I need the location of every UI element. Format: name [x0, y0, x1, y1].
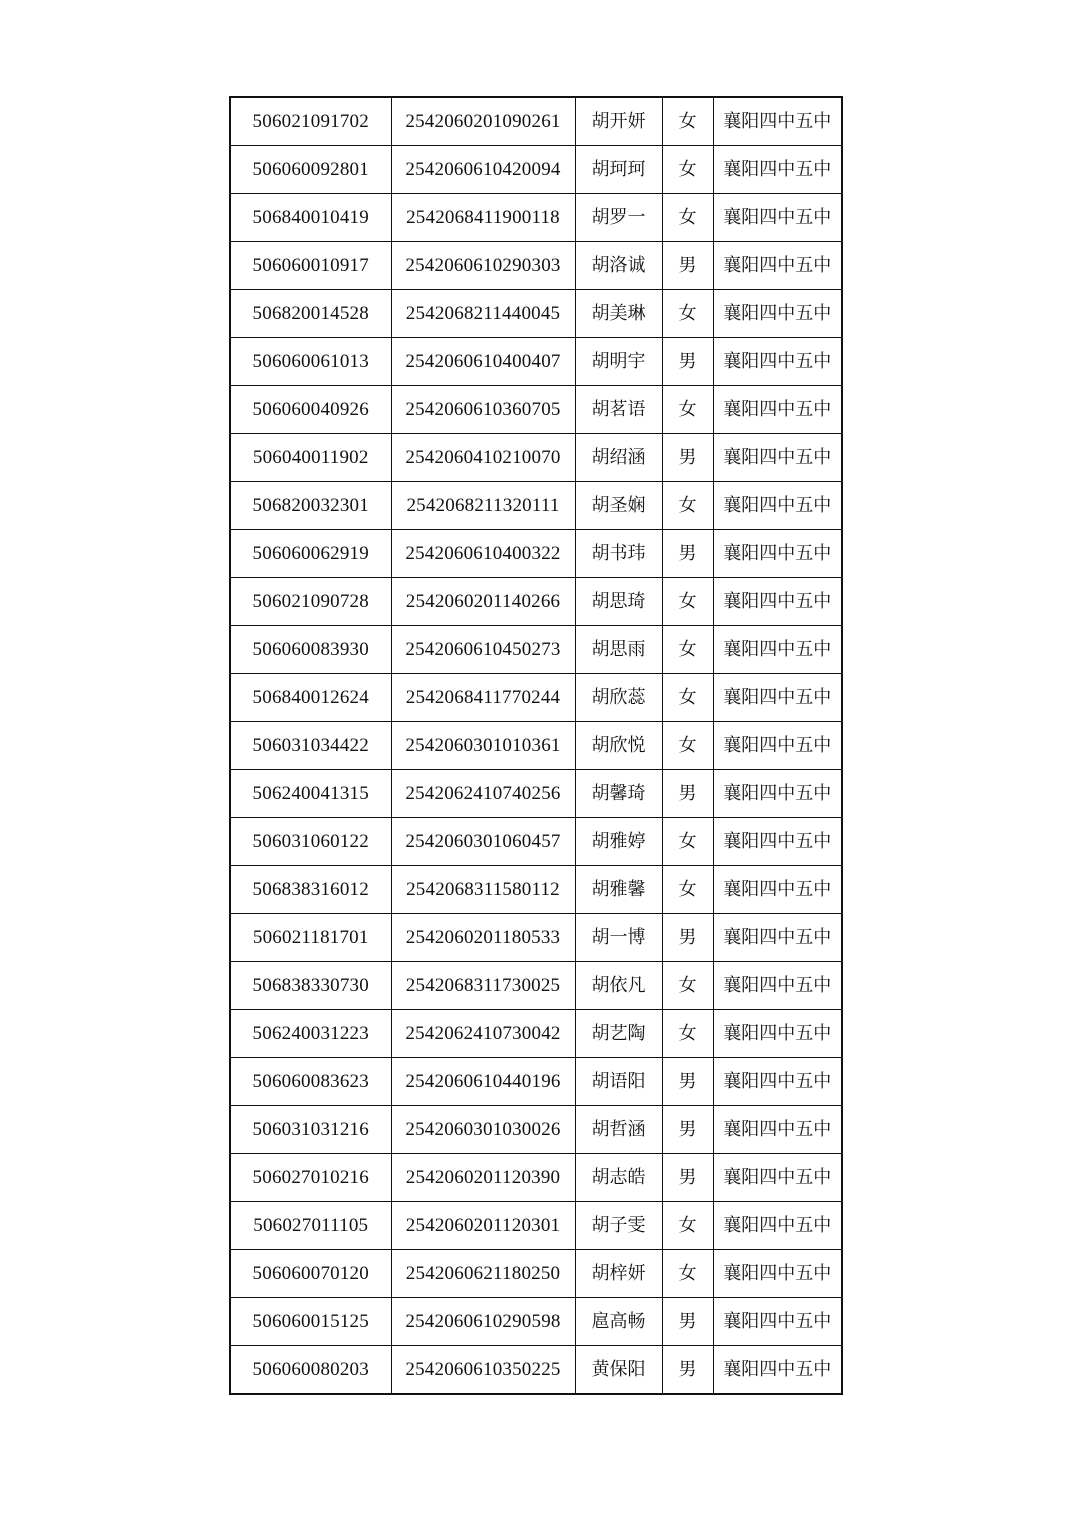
exam-id-cell: 506240041315: [230, 770, 391, 818]
name-cell: 胡语阳: [575, 1058, 662, 1106]
table-row: [230, 1106, 842, 1154]
gender-cell: 男: [662, 1106, 713, 1154]
table-row: [230, 674, 842, 722]
student-number-cell: 2542060610350225: [391, 1346, 575, 1395]
school-cell: 襄阳四中五中: [713, 434, 842, 482]
table-row: [230, 194, 842, 242]
exam-id-cell: 506027011105: [230, 1202, 391, 1250]
school-cell: 襄阳四中五中: [713, 1202, 842, 1250]
name-cell: 胡罗一: [575, 194, 662, 242]
school-cell: 襄阳四中五中: [713, 578, 842, 626]
school-cell: 襄阳四中五中: [713, 242, 842, 290]
student-number-cell: 2542060201090261: [391, 97, 575, 146]
gender-cell: 女: [662, 482, 713, 530]
table-row: [230, 578, 842, 626]
exam-id-cell: 506021181701: [230, 914, 391, 962]
gender-cell: 女: [662, 962, 713, 1010]
school-cell: 襄阳四中五中: [713, 1298, 842, 1346]
name-cell: 胡雅馨: [575, 866, 662, 914]
gender-cell: 男: [662, 434, 713, 482]
name-cell: 胡茗语: [575, 386, 662, 434]
gender-cell: 女: [662, 386, 713, 434]
student-number-cell: 2542060301030026: [391, 1106, 575, 1154]
table-row: [230, 818, 842, 866]
exam-id-cell: 506040011902: [230, 434, 391, 482]
exam-id-cell: 506060080203: [230, 1346, 391, 1395]
exam-id-cell: 506031031216: [230, 1106, 391, 1154]
student-number-cell: 2542060610290598: [391, 1298, 575, 1346]
student-number-cell: 2542060610360705: [391, 386, 575, 434]
student-number-cell: 2542060301010361: [391, 722, 575, 770]
student-number-cell: 2542060201120390: [391, 1154, 575, 1202]
gender-cell: 女: [662, 818, 713, 866]
student-number-cell: 2542068411770244: [391, 674, 575, 722]
student-number-cell: 2542062410730042: [391, 1010, 575, 1058]
table-row: [230, 866, 842, 914]
school-cell: 襄阳四中五中: [713, 1106, 842, 1154]
gender-cell: 女: [662, 1010, 713, 1058]
name-cell: 胡明宇: [575, 338, 662, 386]
table-row: [230, 1058, 842, 1106]
student-number-cell: 2542060621180250: [391, 1250, 575, 1298]
table-row: [230, 1154, 842, 1202]
school-cell: 襄阳四中五中: [713, 770, 842, 818]
school-cell: 襄阳四中五中: [713, 1154, 842, 1202]
gender-cell: 女: [662, 146, 713, 194]
gender-cell: 男: [662, 1058, 713, 1106]
student-number-cell: 2542068411900118: [391, 194, 575, 242]
student-number-cell: 2542060610450273: [391, 626, 575, 674]
exam-id-cell: 506060062919: [230, 530, 391, 578]
school-cell: 襄阳四中五中: [713, 914, 842, 962]
student-number-cell: 2542060610400407: [391, 338, 575, 386]
exam-id-cell: 506820014528: [230, 290, 391, 338]
student-number-cell: 2542060610400322: [391, 530, 575, 578]
gender-cell: 女: [662, 97, 713, 146]
table-row: [230, 434, 842, 482]
student-number-cell: 2542068211320111: [391, 482, 575, 530]
student-number-cell: 2542060610420094: [391, 146, 575, 194]
school-cell: 襄阳四中五中: [713, 1346, 842, 1395]
school-cell: 襄阳四中五中: [713, 386, 842, 434]
school-cell: 襄阳四中五中: [713, 1250, 842, 1298]
exam-id-cell: 506060070120: [230, 1250, 391, 1298]
exam-id-cell: 506840012624: [230, 674, 391, 722]
table-row: [230, 1010, 842, 1058]
table-row: [230, 722, 842, 770]
school-cell: 襄阳四中五中: [713, 674, 842, 722]
name-cell: 胡美琳: [575, 290, 662, 338]
gender-cell: 男: [662, 530, 713, 578]
table-row: [230, 962, 842, 1010]
student-number-cell: 2542068311580112: [391, 866, 575, 914]
school-cell: 襄阳四中五中: [713, 626, 842, 674]
gender-cell: 女: [662, 578, 713, 626]
exam-id-cell: 506838316012: [230, 866, 391, 914]
student-number-cell: 2542060410210070: [391, 434, 575, 482]
name-cell: 胡一博: [575, 914, 662, 962]
name-cell: 胡哲涵: [575, 1106, 662, 1154]
exam-id-cell: 506031034422: [230, 722, 391, 770]
table-row: [230, 97, 842, 146]
exam-id-cell: 506820032301: [230, 482, 391, 530]
student-number-cell: 2542068211440045: [391, 290, 575, 338]
name-cell: 胡依凡: [575, 962, 662, 1010]
name-cell: 胡艺陶: [575, 1010, 662, 1058]
school-cell: 襄阳四中五中: [713, 1058, 842, 1106]
exam-id-cell: 506840010419: [230, 194, 391, 242]
table-row: [230, 482, 842, 530]
school-cell: 襄阳四中五中: [713, 530, 842, 578]
name-cell: 胡书玮: [575, 530, 662, 578]
exam-id-cell: 506060010917: [230, 242, 391, 290]
school-cell: 襄阳四中五中: [713, 1010, 842, 1058]
exam-id-cell: 506060061013: [230, 338, 391, 386]
name-cell: 胡欣悦: [575, 722, 662, 770]
table-row: [230, 1346, 842, 1395]
school-cell: 襄阳四中五中: [713, 482, 842, 530]
student-number-cell: 2542060201140266: [391, 578, 575, 626]
school-cell: 襄阳四中五中: [713, 146, 842, 194]
exam-id-cell: 506060092801: [230, 146, 391, 194]
name-cell: 胡圣娴: [575, 482, 662, 530]
student-number-cell: 2542060610440196: [391, 1058, 575, 1106]
student-number-cell: 2542060201120301: [391, 1202, 575, 1250]
school-cell: 襄阳四中五中: [713, 290, 842, 338]
school-cell: 襄阳四中五中: [713, 97, 842, 146]
exam-id-cell: 506060040926: [230, 386, 391, 434]
table-row: [230, 1250, 842, 1298]
gender-cell: 男: [662, 1346, 713, 1395]
table-row: [230, 626, 842, 674]
student-number-cell: 2542068311730025: [391, 962, 575, 1010]
table-row: [230, 1202, 842, 1250]
table-row: [230, 386, 842, 434]
gender-cell: 女: [662, 674, 713, 722]
name-cell: 胡雅婷: [575, 818, 662, 866]
gender-cell: 女: [662, 866, 713, 914]
name-cell: 胡子雯: [575, 1202, 662, 1250]
name-cell: 胡珂珂: [575, 146, 662, 194]
school-cell: 襄阳四中五中: [713, 962, 842, 1010]
exam-id-cell: 506060083930: [230, 626, 391, 674]
school-cell: 襄阳四中五中: [713, 866, 842, 914]
exam-id-cell: 506031060122: [230, 818, 391, 866]
table-row: [230, 530, 842, 578]
table-row: [230, 242, 842, 290]
school-cell: 襄阳四中五中: [713, 818, 842, 866]
name-cell: 胡志皓: [575, 1154, 662, 1202]
student-number-cell: 2542062410740256: [391, 770, 575, 818]
name-cell: 胡绍涵: [575, 434, 662, 482]
table-row: [230, 338, 842, 386]
school-cell: 襄阳四中五中: [713, 194, 842, 242]
school-cell: 襄阳四中五中: [713, 338, 842, 386]
gender-cell: 男: [662, 770, 713, 818]
gender-cell: 男: [662, 1298, 713, 1346]
name-cell: 扈高畅: [575, 1298, 662, 1346]
school-cell: 襄阳四中五中: [713, 722, 842, 770]
roster-body: [230, 97, 842, 1394]
gender-cell: 男: [662, 242, 713, 290]
name-cell: 胡梓妍: [575, 1250, 662, 1298]
gender-cell: 女: [662, 626, 713, 674]
student-number-cell: 2542060610290303: [391, 242, 575, 290]
name-cell: 胡馨琦: [575, 770, 662, 818]
exam-id-cell: 506838330730: [230, 962, 391, 1010]
name-cell: 胡思雨: [575, 626, 662, 674]
gender-cell: 男: [662, 914, 713, 962]
exam-id-cell: 506240031223: [230, 1010, 391, 1058]
exam-id-cell: 506060015125: [230, 1298, 391, 1346]
gender-cell: 男: [662, 1154, 713, 1202]
exam-id-cell: 506021090728: [230, 578, 391, 626]
exam-id-cell: 506021091702: [230, 97, 391, 146]
student-number-cell: 2542060301060457: [391, 818, 575, 866]
gender-cell: 女: [662, 1250, 713, 1298]
gender-cell: 女: [662, 1202, 713, 1250]
gender-cell: 女: [662, 290, 713, 338]
name-cell: 黄保阳: [575, 1346, 662, 1395]
exam-id-cell: 506027010216: [230, 1154, 391, 1202]
table-row: [230, 146, 842, 194]
name-cell: 胡洛诚: [575, 242, 662, 290]
table-row: [230, 770, 842, 818]
student-roster-table: [229, 96, 843, 1395]
gender-cell: 女: [662, 722, 713, 770]
student-number-cell: 2542060201180533: [391, 914, 575, 962]
gender-cell: 男: [662, 338, 713, 386]
table-row: [230, 290, 842, 338]
exam-id-cell: 506060083623: [230, 1058, 391, 1106]
name-cell: 胡欣蕊: [575, 674, 662, 722]
name-cell: 胡思琦: [575, 578, 662, 626]
table-row: [230, 1298, 842, 1346]
gender-cell: 女: [662, 194, 713, 242]
table-row: [230, 914, 842, 962]
name-cell: 胡开妍: [575, 97, 662, 146]
